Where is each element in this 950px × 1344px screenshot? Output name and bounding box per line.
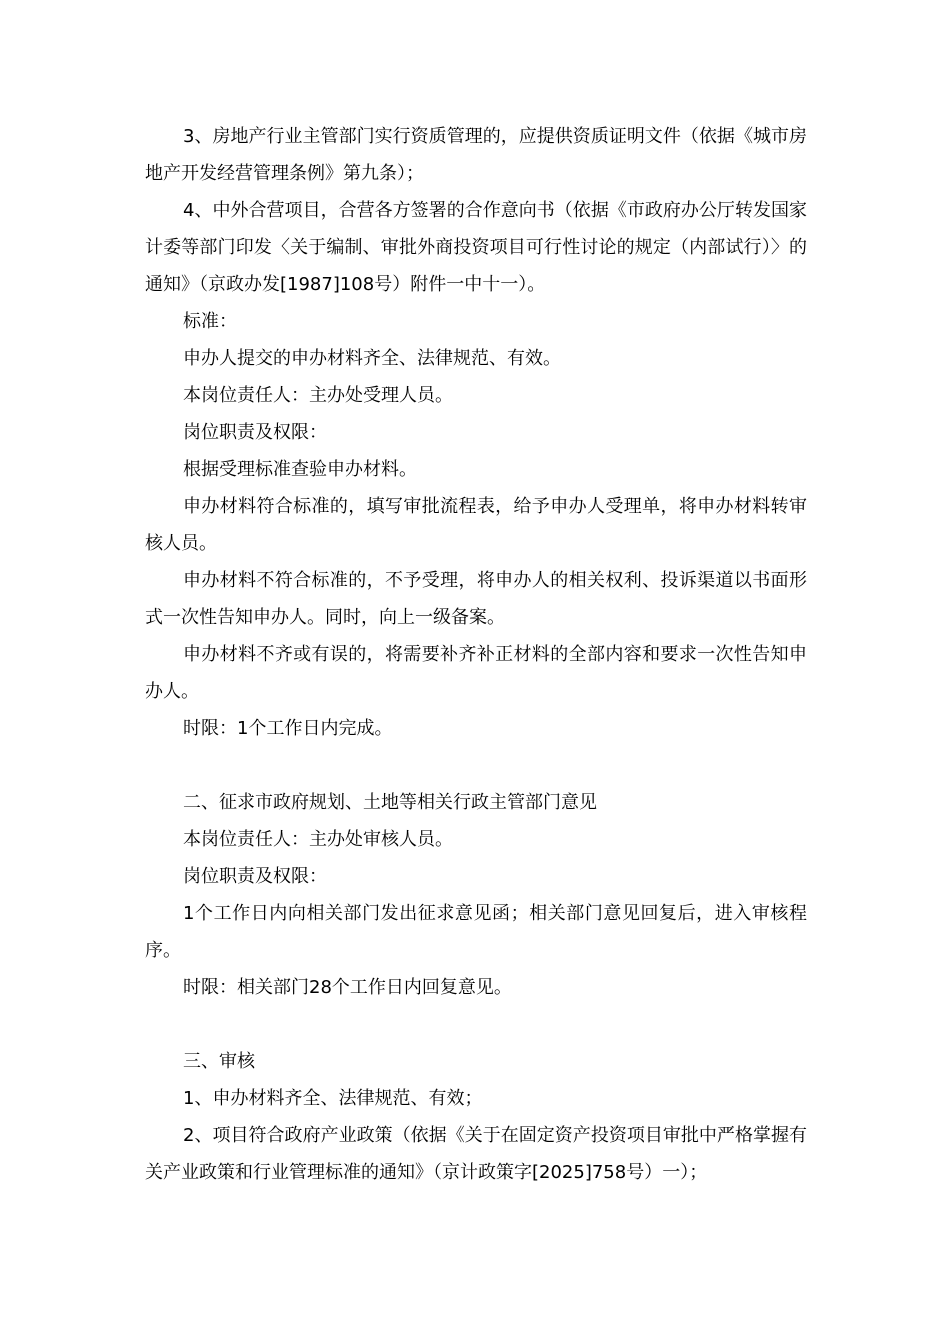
paragraph-standard-content: 申办人提交的申办材料齐全、法律规范、有效。 [183, 348, 561, 369]
paragraph-consultation-letter: 1个工作日内向相关部门发出征求意见函；相关部门意见回复后，进入审核程序。 [145, 903, 807, 961]
paragraph-materials-incomplete: 申办材料不齐或有误的，将需要补齐补正材料的全部内容和要求一次性告知申办人。 [145, 644, 807, 702]
paragraph-duties-heading: 岗位职责及权限： [183, 422, 327, 443]
paragraph-materials-noncompliant: 申办材料不符合标准的，不予受理，将申办人的相关权利、投诉渠道以书面形式一次性告知申办人。同时，向上一级备案。 [145, 570, 807, 628]
paragraph-duties-heading-2: 岗位职责及权限： [183, 866, 327, 887]
section-heading-review: 三、审核 [183, 1051, 255, 1072]
document-page [145, 118, 807, 1191]
paragraph-standard-heading: 标准： [183, 311, 237, 332]
paragraph-materials-compliant: 申办材料符合标准的，填写审批流程表，给予申办人受理单，将申办材料转审核人员。 [145, 496, 807, 554]
paragraph-review-item-1: 1、申办材料齐全、法律规范、有效； [183, 1088, 483, 1109]
paragraph-acceptance-responsible: 本岗位责任人：主办处受理人员。 [183, 385, 453, 406]
paragraph-consultation-time-limit: 时限：相关部门28个工作日内回复意见。 [183, 977, 512, 998]
paragraph-acceptance-time-limit: 时限：1个工作日内完成。 [183, 718, 393, 739]
section-heading-consultation: 二、征求市政府规划、土地等相关行政主管部门意见 [183, 792, 597, 813]
paragraph-review-item-2: 2、项目符合政府产业政策（依据《关于在固定资产投资项目审批中严格掌握有关产业政策和行业管理标准的通知》（京计政策字[2025]758号）一）； [145, 1125, 807, 1183]
section-spacer [145, 747, 807, 784]
paragraph-review-responsible: 本岗位责任人：主办处审核人员。 [183, 829, 453, 850]
paragraph-check-materials: 根据受理标准查验申办材料。 [183, 459, 417, 480]
paragraph-qualification-certificate: 3、房地产行业主管部门实行资质管理的，应提供资质证明文件（依据《城市房地产开发经营管理条例》第九条）； [145, 126, 807, 184]
paragraph-joint-venture-intent: 4、中外合营项目，合营各方签署的合作意向书（依据《市政府办公厅转发国家计委等部门印发〈关于编制、审批外商投资项目可行性讨论的规定（内部试行）〉的通知》（京政办发[1987]108号）附件一中十一）。 [145, 200, 807, 295]
section-spacer [145, 1006, 807, 1043]
